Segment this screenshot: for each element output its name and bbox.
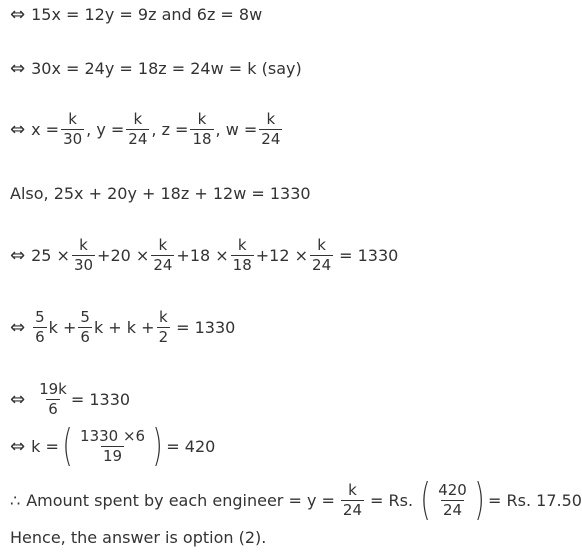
equation-line-1 xyxy=(10,4,262,25)
fraction xyxy=(231,236,254,275)
fraction-numerator: k xyxy=(237,236,247,254)
equation-text: 30x = 24y = 18z = 24w = k (say) xyxy=(31,59,302,78)
equation-line-7 xyxy=(10,380,130,419)
fraction-numerator: k xyxy=(158,308,168,326)
iff-arrow-icon: ⇔ xyxy=(10,435,26,457)
equation-line-9 xyxy=(10,474,582,525)
fraction-z xyxy=(190,110,213,149)
fraction-numerator: k xyxy=(348,480,357,499)
right-paren: ) xyxy=(152,420,163,471)
equation-line-4 xyxy=(10,184,311,203)
fraction xyxy=(341,481,364,520)
equation-line-5 xyxy=(10,236,398,275)
term: = 420 xyxy=(166,436,216,456)
therefore-icon: ∴ xyxy=(10,490,21,510)
fraction-denominator: 24 xyxy=(312,256,332,274)
fraction-denominator: 24 xyxy=(342,500,362,519)
fraction-numerator: k xyxy=(68,110,77,128)
fraction-denominator: 24 xyxy=(261,130,281,148)
y-label: , y = xyxy=(86,120,125,139)
term: k = xyxy=(31,436,59,456)
fraction-numerator: 19k xyxy=(39,380,67,398)
fraction xyxy=(33,308,47,347)
fraction xyxy=(151,236,174,275)
term: 25 × xyxy=(31,246,70,265)
conclusion-text: Hence, the answer is option (2). xyxy=(10,528,267,547)
w-label: , w = xyxy=(215,120,258,139)
fraction-x xyxy=(61,110,84,149)
fraction-denominator: 18 xyxy=(232,256,252,274)
fraction xyxy=(310,236,333,275)
fraction xyxy=(37,380,69,419)
fraction-numerator: 1330 ×6 xyxy=(80,426,146,445)
fraction-numerator: k xyxy=(317,236,326,254)
fraction-w xyxy=(259,110,282,149)
fraction-numerator: k xyxy=(133,110,143,128)
fraction-numerator: 5 xyxy=(80,308,90,326)
x-label: x = xyxy=(31,120,60,139)
term: k + xyxy=(48,318,77,337)
term: Amount spent by each engineer = y = xyxy=(26,490,335,510)
term: +20 × xyxy=(97,246,150,265)
fraction-denominator: 19 xyxy=(103,446,123,465)
term: = 1330 xyxy=(176,318,236,337)
equation-line-3 xyxy=(10,110,284,149)
term: +18 × xyxy=(176,246,229,265)
fraction xyxy=(436,481,469,520)
conclusion-line xyxy=(10,528,266,547)
fraction-denominator: 30 xyxy=(63,130,83,148)
fraction-numerator: k xyxy=(197,110,207,128)
fraction-denominator: 6 xyxy=(80,328,90,346)
z-label: , z = xyxy=(151,120,189,139)
parenthesized-fraction xyxy=(417,474,488,525)
fraction xyxy=(157,308,171,347)
fraction-denominator: 6 xyxy=(48,400,58,418)
fraction-numerator: k xyxy=(158,236,168,254)
iff-arrow-icon: ⇔ xyxy=(10,245,26,266)
fraction-denominator: 6 xyxy=(35,328,45,346)
fraction-denominator: 24 xyxy=(442,500,463,519)
left-paren: ( xyxy=(62,420,73,471)
fraction-numerator: 5 xyxy=(35,308,45,326)
fraction xyxy=(72,236,95,275)
iff-arrow-icon: ⇔ xyxy=(10,317,26,338)
term: = Rs. 17.50 xyxy=(488,490,582,510)
right-paren: ) xyxy=(474,474,485,525)
parenthesized-fraction xyxy=(59,420,166,471)
fraction xyxy=(78,427,147,466)
fraction-denominator: 18 xyxy=(192,130,212,148)
iff-arrow-icon: ⇔ xyxy=(10,4,26,25)
fraction-denominator: 24 xyxy=(153,256,173,274)
term: k + k + xyxy=(93,318,155,337)
equation-line-8 xyxy=(10,420,216,471)
fraction xyxy=(78,308,92,347)
iff-arrow-icon: ⇔ xyxy=(10,58,26,79)
term: = 1330 xyxy=(70,390,131,409)
fraction-denominator: 2 xyxy=(158,328,169,346)
fraction-denominator: 24 xyxy=(128,130,148,148)
left-paren: ( xyxy=(420,474,431,525)
fraction-numerator: 420 xyxy=(438,480,467,499)
iff-arrow-icon: ⇔ xyxy=(10,389,26,410)
fraction-y xyxy=(126,110,149,149)
fraction-numerator: k xyxy=(266,110,276,128)
term: = 1330 xyxy=(339,246,399,265)
iff-arrow-icon: ⇔ xyxy=(10,119,26,140)
fraction-numerator: k xyxy=(79,236,88,254)
equation-text: Also, 25x + 20y + 18z + 12w = 1330 xyxy=(10,184,311,203)
term: +12 × xyxy=(255,246,309,265)
equation-line-2 xyxy=(10,58,302,79)
equation-line-6 xyxy=(10,308,235,347)
term: = Rs. xyxy=(370,490,414,510)
equation-text: 15x = 12y = 9z and 6z = 8w xyxy=(31,5,263,24)
fraction-denominator: 30 xyxy=(73,256,94,274)
